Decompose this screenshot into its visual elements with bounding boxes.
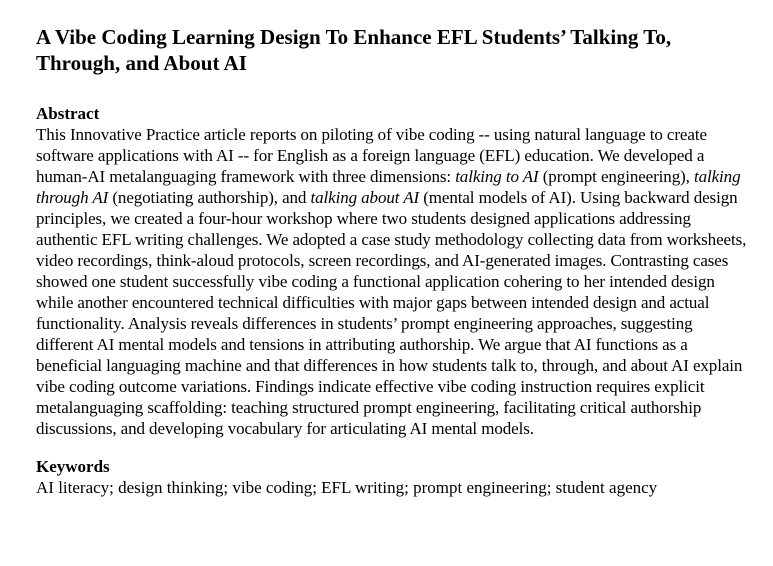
abstract-segment: This Innovative Practice article reports on piloting of vibe coding -- using natural language to create software applications with AI -- for English as a foreign language (EFL) education. We developed a human-AI metalanguaging framework with three dimensions: [36, 125, 707, 186]
paper-title: A Vibe Coding Learning Design To Enhance EFL Students’ Talking To, Through, and About AI [36, 25, 672, 75]
abstract-segment: (negotiating authorship), and [108, 188, 311, 207]
dimension-talking-through-ai: talking through AI [36, 167, 741, 207]
dimension-talking-about-ai: talking about AI [310, 188, 420, 207]
paper-page [36, 24, 748, 498]
keywords-text: AI literacy; design thinking; vibe coding; EFL writing; prompt engineering; student agency [36, 478, 658, 497]
keywords-heading: Keywords [36, 457, 110, 476]
abstract-segment: (mental models of AI). Using backward design principles, we created a four-hour workshop where two students designed applications addressing authentic EFL writing challenges. We adopted a case study methodology collecting data from worksheets, video recordings, think-aloud protocols, screen recordings, and AI-generated images. Contrasting cases showed one student successfully vibe coding a functional application cohering to her intended design while another encountered technical difficulties with major gaps between intended design and actual functionality. Analysis reveals differences in students’ prompt engineering approaches, suggesting different AI mental models and tensions in attributing authorship. We argue that AI functions as a beneficial languaging machine and that differences in how students talk to, through, and about AI explain vibe coding outcome variations. Findings indicate effective vibe coding instruction requires explicit metalanguaging scaffolding: teaching structured prompt engineering, facilitating critical authorship discussions, and developing vocabulary for articulating AI mental models. [36, 188, 747, 438]
dimension-talking-to-ai: talking to AI [455, 167, 539, 186]
abstract-text [36, 124, 748, 439]
abstract-segment: (prompt engineering), [538, 167, 694, 186]
abstract-heading: Abstract [36, 104, 100, 123]
